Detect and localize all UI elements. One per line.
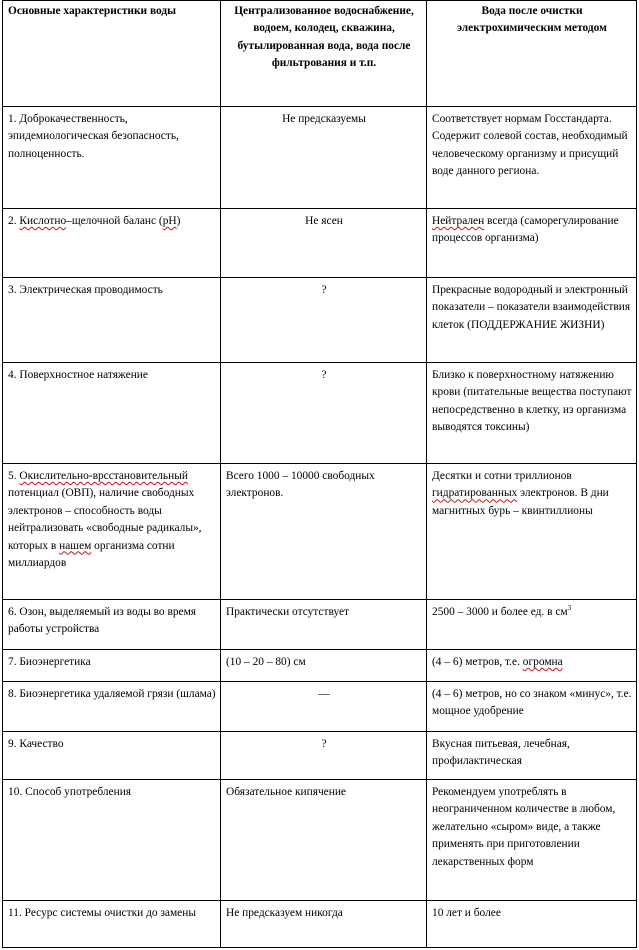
header-characteristics: Основные характеристики воды xyxy=(3,1,221,107)
conventional-cell: Не предсказуемы xyxy=(221,107,427,209)
text-segment: (4 – 6) метров, т.е. xyxy=(432,656,523,668)
electrochemical-cell xyxy=(427,600,637,650)
characteristic-cell xyxy=(3,209,221,278)
text-segment: –щелочной баланс ( xyxy=(66,215,163,227)
table-row xyxy=(3,682,637,732)
characteristic-cell: 1. Доброкачественность, эпидемиологическая безопасность, полноценность. xyxy=(3,107,221,209)
characteristic-cell: 3. Электрическая проводимость xyxy=(3,278,221,363)
header-conventional-water: Централизованное водоснабжение, водоем, колодец, скважина, бутылированная вода, вода после фильтрования и т.п. xyxy=(221,1,427,107)
electrochemical-cell: Близко к поверхностному натяжению крови (питательные вещества поступают непосредственно в клетку, из организма выводятся токсины) xyxy=(427,363,637,464)
characteristic-cell: 8. Биоэнергетика удаляемой грязи (шлама) xyxy=(3,682,221,732)
table-header-row xyxy=(3,1,637,107)
electrochemical-cell xyxy=(427,209,637,278)
text-segment: потенциал (ОВП), наличие свободных электронов – способность воды нейтрализовать «свободные радикалы», которых в xyxy=(8,487,202,552)
conventional-cell: ? xyxy=(221,363,427,464)
electrochemical-cell xyxy=(427,650,637,682)
text-segment: всегда (саморегулирование процессов организма) xyxy=(432,215,619,245)
characteristic-cell: 4. Поверхностное натяжение xyxy=(3,363,221,464)
conventional-cell: ? xyxy=(221,732,427,780)
electrochemical-cell: Вкусная питьевая, лечебная, профилактическая xyxy=(427,732,637,780)
characteristic-cell: 10. Способ употребления xyxy=(3,780,221,901)
characteristic-cell: 6. Озон, выделяемый из воды во время работы устройства xyxy=(3,600,221,650)
conventional-cell: Практически отсутствует xyxy=(221,600,427,650)
table-row xyxy=(3,464,637,600)
table-row xyxy=(3,107,637,209)
electrochemical-cell: 10 лет и более xyxy=(427,901,637,948)
conventional-cell: Не ясен xyxy=(221,209,427,278)
conventional-cell: (10 – 20 – 80) см xyxy=(221,650,427,682)
water-comparison-table xyxy=(2,0,637,948)
conventional-cell: — xyxy=(221,682,427,732)
spellcheck-word: нашем xyxy=(59,539,92,552)
spellcheck-word: Нейтрален xyxy=(432,215,485,227)
table-row xyxy=(3,363,637,464)
conventional-cell: ? xyxy=(221,278,427,363)
text-segment: 2. xyxy=(8,215,20,227)
header-electrochemical-water: Вода после очистки электрохимическим методом xyxy=(427,1,637,107)
superscript: 3 xyxy=(567,604,572,612)
spellcheck-word: Кислотно xyxy=(19,215,67,227)
characteristic-cell: 9. Качество xyxy=(3,732,221,780)
text-segment: 2500 – 3000 и более ед. в см xyxy=(432,606,568,618)
text-segment: электронов. В дни магнитных бурь – квинтиллионы xyxy=(432,487,609,517)
conventional-cell: Всего 1000 – 10000 свободных электронов. xyxy=(221,464,427,600)
table-row xyxy=(3,278,637,363)
table-row xyxy=(3,901,637,948)
spellcheck-word: Окислительно-врсстановительный xyxy=(19,470,188,482)
electrochemical-cell: Рекомендуем употреблять в неограниченном количестве в любом, желательно «сыром» виде, а также применять при приготовлении лекарственных форм xyxy=(427,780,637,901)
electrochemical-cell: (4 – 6) метров, но со знаком «минус», т.е. мощное удобрение xyxy=(427,682,637,732)
conventional-cell: Обязательное кипячение xyxy=(221,780,427,901)
electrochemical-cell xyxy=(427,464,637,600)
table-row xyxy=(3,732,637,780)
table-row xyxy=(3,600,637,650)
table-row xyxy=(3,650,637,682)
table-row xyxy=(3,780,637,901)
text-segment: ) xyxy=(176,215,181,227)
text-segment: 5. xyxy=(8,470,20,482)
text-segment: Десятки и сотни триллионов xyxy=(432,470,572,482)
table-row xyxy=(3,209,637,278)
characteristic-cell: 7. Биоэнергетика xyxy=(3,650,221,682)
spellcheck-word: гидратированных xyxy=(432,487,518,500)
text-segment: организма сотни миллиардов xyxy=(8,539,175,570)
conventional-cell: Не предсказуем никогда xyxy=(221,901,427,948)
characteristic-cell xyxy=(3,464,221,600)
spellcheck-word: рН xyxy=(162,215,177,227)
electrochemical-cell: Соответствует нормам Госстандарта. Содержит солевой состав, необходимый человеческому организму и присущий воде данного региона. xyxy=(427,107,637,209)
characteristic-cell: 11. Ресурс системы очистки до замены xyxy=(3,901,221,948)
electrochemical-cell: Прекрасные водородный и электронный показатели – показатели взаимодействия клеток (ПОДДЕРЖАНИЕ ЖИЗНИ) xyxy=(427,278,637,363)
spellcheck-word: огромна xyxy=(522,656,563,668)
